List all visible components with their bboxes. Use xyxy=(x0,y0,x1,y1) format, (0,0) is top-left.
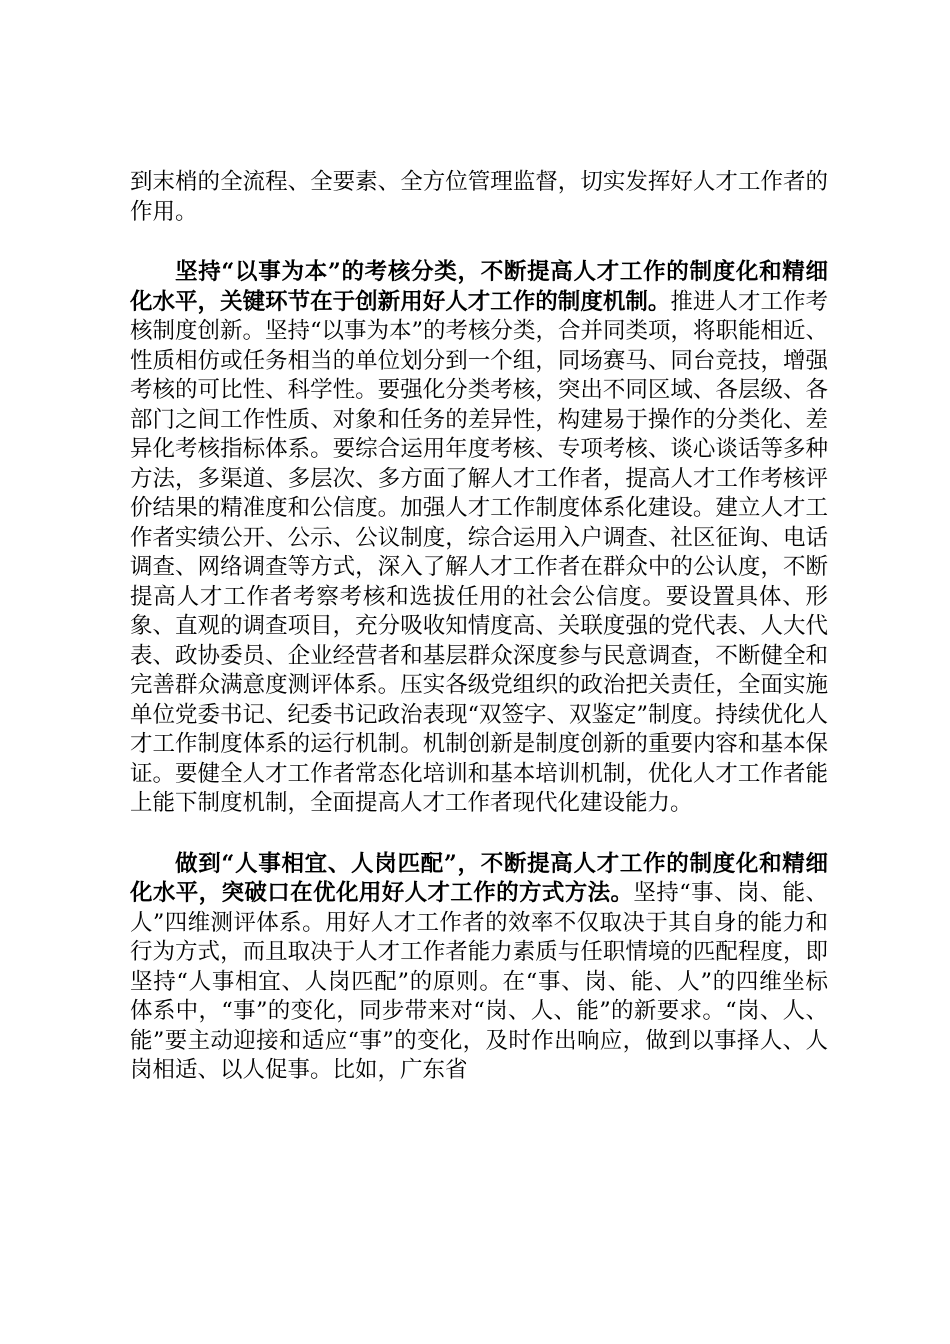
paragraph-3 xyxy=(130,850,828,1086)
document-page xyxy=(130,168,828,1086)
paragraph-2 xyxy=(130,258,828,819)
paragraph-2-body: 推进人才工作考核制度创新。坚持“以事为本”的考核分类，合并同类项，将职能相近、性质相仿或任务相当的单位划分到一个组，同场赛马、同台竞技，增强考核的可比性、科学性。要强化分类考核，突出不同区域、各层级、各部门之间工作性质、对象和任务的差异性，构建易于操作的分类化、差异化考核指标体系。要综合运用年度考核、专项考核、谈心谈话等多种方法，多渠道、多层次、多方面了解人才工作者，提高人才工作考核评价结果的精准度和公信度。加强人才工作制度体系化建设。建立人才工作者实绩公开、公示、公议制度，综合运用入户调查、社区征询、电话调查、网络调查等方式，深入了解人才工作者在群众中的公认度，不断提高人才工作者考察考核和选拔任用的社会公信度。要设置具体、形象、直观的调查项目，充分吸收知情度高、关联度强的党代表、人大代表、政协委员、企业经营者和基层群众深度参与民意调查，不断健全和完善群众满意度测评体系。压实各级党组织的政治把关责任，全面实施单位党委书记、纪委书记政治表现“双签字、双鉴定”制度。持续优化人才工作制度体系的运行机制。机制创新是制度创新的重要内容和基本保证。要健全人才工作者常态化培训和基本培训机制，优化人才工作者能上能下制度机制，全面提高人才工作者现代化建设能力。 xyxy=(130,288,829,816)
paragraph-2-lead: 坚持“以事为本”的考核分类，不断提高人才工作的制度化和精细化水平，关键环节在于创新用好人才工作的制度机制。 xyxy=(130,259,828,315)
paragraph-1-body: 到末梢的全流程、全要素、全方位管理监督，切实发挥好人才工作者的作用。 xyxy=(130,169,828,225)
paragraph-1 xyxy=(130,168,828,227)
paragraph-3-lead: 做到“人事相宜、人岗匹配”，不断提高人才工作的制度化和精细化水平，突破口在优化用好人才工作的方式方法。 xyxy=(130,850,828,906)
paragraph-3-body: 坚持“事、岗、能、人”四维测评体系。用好人才工作者的效率不仅取决于其自身的能力和行为方式，而且取决于人才工作者能力素质与任职情境的匹配程度，即坚持“人事相宜、人岗匹配”的原则。在“事、岗、能、人”的四维坐标体系中，“事”的变化，同步带来对“岗、人、能”的新要求。“岗、人、能”要主动迎接和适应“事”的变化，及时作出响应，做到以事择人、人岗相适、以人促事。比如，广东省 xyxy=(130,880,828,1083)
